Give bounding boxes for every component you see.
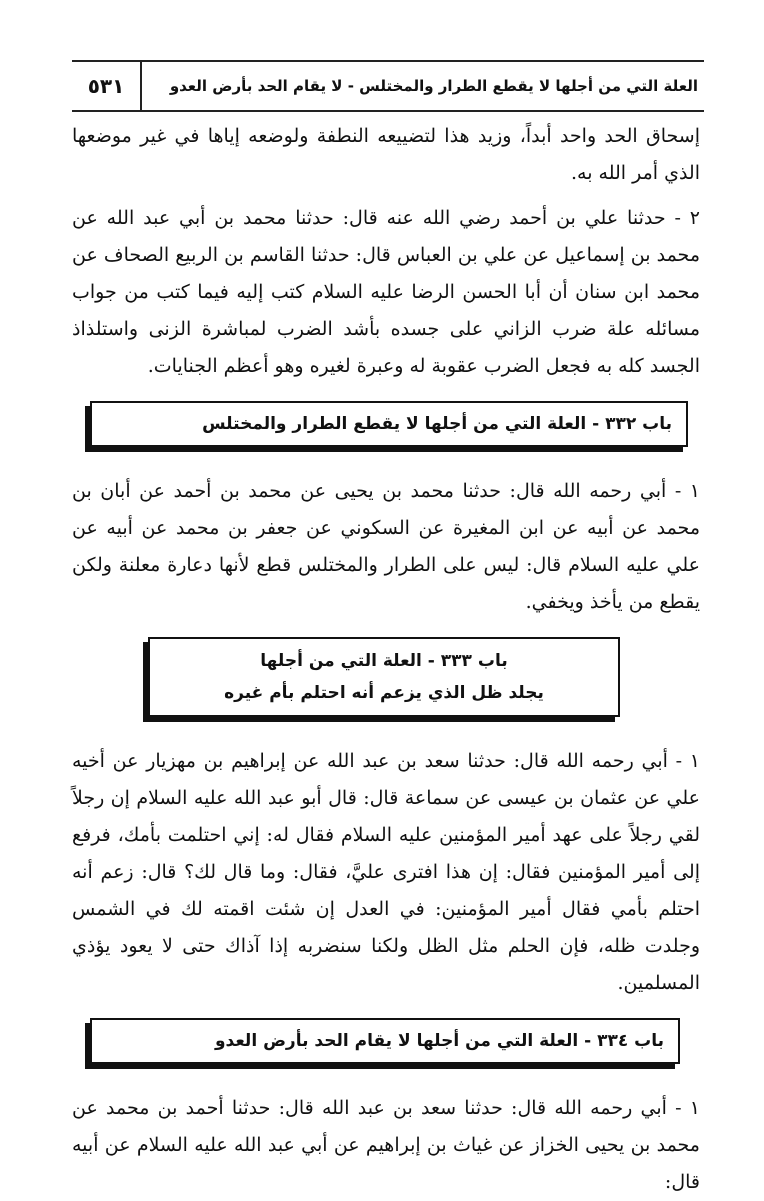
chapter-title: باب ٣٣٤ - العلة التي من أجلها لا يقام الحد بأرض العدو bbox=[214, 1031, 664, 1051]
page-number: ٥٣١ bbox=[72, 62, 142, 110]
chapter-heading-334 bbox=[90, 1018, 680, 1064]
chapter-title-line-2: يجلد ظل الذي يزعم أنه احتلم بأم غيره bbox=[224, 683, 544, 703]
chapter-heading-333 bbox=[148, 637, 620, 717]
chapter-334-paragraph: ١ - أبي رحمه الله قال: حدثنا سعد بن عبد الله قال: حدثنا أحمد بن محمد عن محمد بن يحيى الخزاز عن غياث بن إبراهيم عن أبي عبد الله عليه السلام عن أبيه قال: bbox=[72, 1097, 700, 1193]
page-body bbox=[72, 118, 700, 1201]
chapter-title-line-1: باب ٣٣٣ - العلة التي من أجلها bbox=[260, 651, 508, 671]
running-header-title: العلة التي من أجلها لا يقطع الطرار والمختلس - لا يقام الحد بأرض العدو bbox=[169, 77, 698, 95]
chapter-333-paragraph: ١ - أبي رحمه الله قال: حدثنا سعد بن عبد الله عن إبراهيم بن مهزيار عن أخيه علي عن عثمان بن عيسى عن سماعة قال: قال أبو عبد الله عليه السلام إن رجلاً لقي رجلاً على عهد أمير المؤمنين عليه السلام فقال له: إني احتلمت بأمك، فرفع إلى أمير المؤمنين فقال: إن هذا افترى عليَّ، فقال: وما قال لك؟ قال: زعم أنه احتلم بأمي فقال أمير المؤمنين: في العدل إن شئت اقمته لك في الشمس وجلدت ظله، فإن الحلم مثل الظل ولكنا سنضربه إذا آذاك حتى لا يعود يؤذي المسلمين. bbox=[72, 750, 700, 994]
running-header bbox=[72, 60, 704, 112]
intro-paragraph-1: إسحاق الحد واحد أبداً، وزيد هذا لتضييعه النطفة ولوضعه إياها في غير موضعها الذي أمر الله به. bbox=[72, 125, 700, 184]
chapter-heading-332 bbox=[90, 401, 688, 447]
chapter-title: باب ٣٣٢ - العلة التي من أجلها لا يقطع الطرار والمختلس bbox=[202, 414, 672, 434]
chapter-332-paragraph: ١ - أبي رحمه الله قال: حدثنا محمد بن يحيى عن محمد بن أحمد عن أبان بن محمد عن أبيه عن ابن المغيرة عن السكوني عن جعفر بن محمد عن أبيه عن علي عليه السلام قال: ليس على الطرار والمختلس قطع لأنها دعارة معلنة ولكن يقطع من يأخذ ويخفي. bbox=[72, 480, 700, 613]
intro-paragraph-2: ٢ - حدثنا علي بن أحمد رضي الله عنه قال: حدثنا محمد بن أبي عبد الله عن محمد بن إسماعيل عن علي بن العباس قال: حدثنا القاسم بن الربيع الصحاف عن محمد ابن سنان أن أبا الحسن الرضا عليه السلام كتب إليه فيما كتب من جواب مسائله علة ضرب الزاني على جسده بأشد الضرب لمباشرة الزنى واستلذاذ الجسد كله به فجعل الضرب عقوبة له وعبرة لغيره وهو أعظم الجنايات. bbox=[72, 207, 700, 377]
